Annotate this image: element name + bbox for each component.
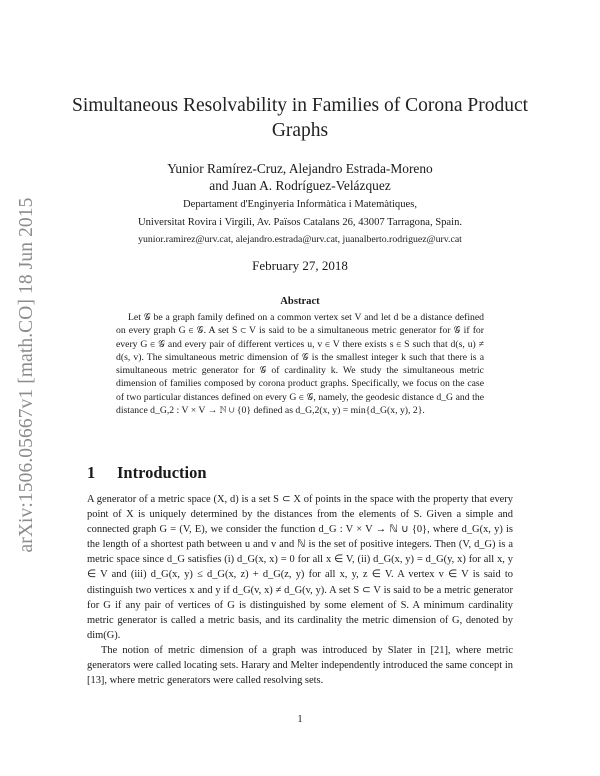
affiliation bbox=[70, 196, 530, 249]
paragraph-1: A generator of a metric space (X, d) is a set S ⊂ X of points in the space with the property that every point of X is uniquely determined by the distances from the elements of S. Given a simple and connected graph G = (V, E), we consider the function d_G : V × V → ℕ ∪ {0}, where d_G(x, y) is the length of a shortest path between u and v and ℕ is the set of positive integers. Then (V, d_G) is a metric space since d_G satisfies (i) d_G(x, x) = 0 for all x ∈ V, (ii) d_G(x, y) = d_G(y, x) for all x, y ∈ V and (iii) d_G(x, y) ≤ d_G(x, z) + d_G(z, y) for all x, y, z ∈ V. A vertex v ∈ V is said to distinguish two vertices x and y if d_G(v, x) ≠ d_G(v, y). A set S ⊂ V is said to be a metric generator for G if any pair of vertices of G is distinguished by some element of S. A minimum cardinality metric generator is called a metric basis, and its cardinality the metric dimension of G, denoted by dim(G). bbox=[87, 494, 513, 641]
abstract-text: Let 𝒢 be a graph family defined on a common vertex set V and let d be a distance defined on every graph G ∈ 𝒢. A set S ⊂ V is said to be a simultaneous metric generator for 𝒢 if for every G ∈ 𝒢 and every pair of different vertices u, v ∈ V there exists s ∈ S such that d(s, u) ≠ d(s, v). The simultaneous metric dimension of 𝒢 is the smallest integer k such that there is a simultaneous metric generator for 𝒢 of cardinality k. We study the simultaneous metric dimension of families composed by corona product graphs. Specifically, we focus on the case of two particular distances defined on every G ∈ 𝒢, namely, the geodesic distance d_G and the distance d_G,2 : V × V → ℕ ∪ {0} defined as d_G,2(x, y) = min{d_G(x, y), 2}. bbox=[116, 312, 484, 416]
section-title: Introduction bbox=[117, 463, 207, 482]
arxiv-stamp-text: arXiv:1506.05667v1 [math.CO] 18 Jun 2015 bbox=[16, 197, 37, 553]
author-list bbox=[70, 160, 530, 194]
university: Universitat Rovira i Virgili, Av. Països Catalans 26, 43007 Tarragona, Spain. bbox=[137, 216, 463, 228]
section-heading bbox=[87, 463, 207, 483]
page-number: 1 bbox=[297, 714, 303, 725]
author-emails: yunior.ramirez@urv.cat, alejandro.estrada@urv.cat, juanalberto.rodriguez@urv.cat bbox=[138, 234, 462, 245]
section-number: 1 bbox=[87, 463, 96, 482]
arxiv-stamp bbox=[14, 175, 40, 575]
author-line-2: and Juan A. Rodríguez-Velázquez bbox=[209, 178, 391, 193]
paper-title: Simultaneous Resolvability in Families of Corona Product Graphs bbox=[71, 95, 529, 141]
author-line-1: Yunior Ramírez-Cruz, Alejandro Estrada-Moreno bbox=[167, 161, 433, 176]
body-text bbox=[87, 492, 513, 688]
abstract-heading: Abstract bbox=[280, 296, 320, 307]
department: Departament d'Enginyeria Informàtica i Matemàtiques, bbox=[183, 199, 417, 210]
paragraph-2: The notion of metric dimension of a graph was introduced by Slater in [21], where metric generators were called locating sets. Harary and Melter independently introduced the same concept in [13], where metric generators were called resolving sets. bbox=[87, 644, 513, 687]
paper-date: February 27, 2018 bbox=[252, 258, 348, 273]
